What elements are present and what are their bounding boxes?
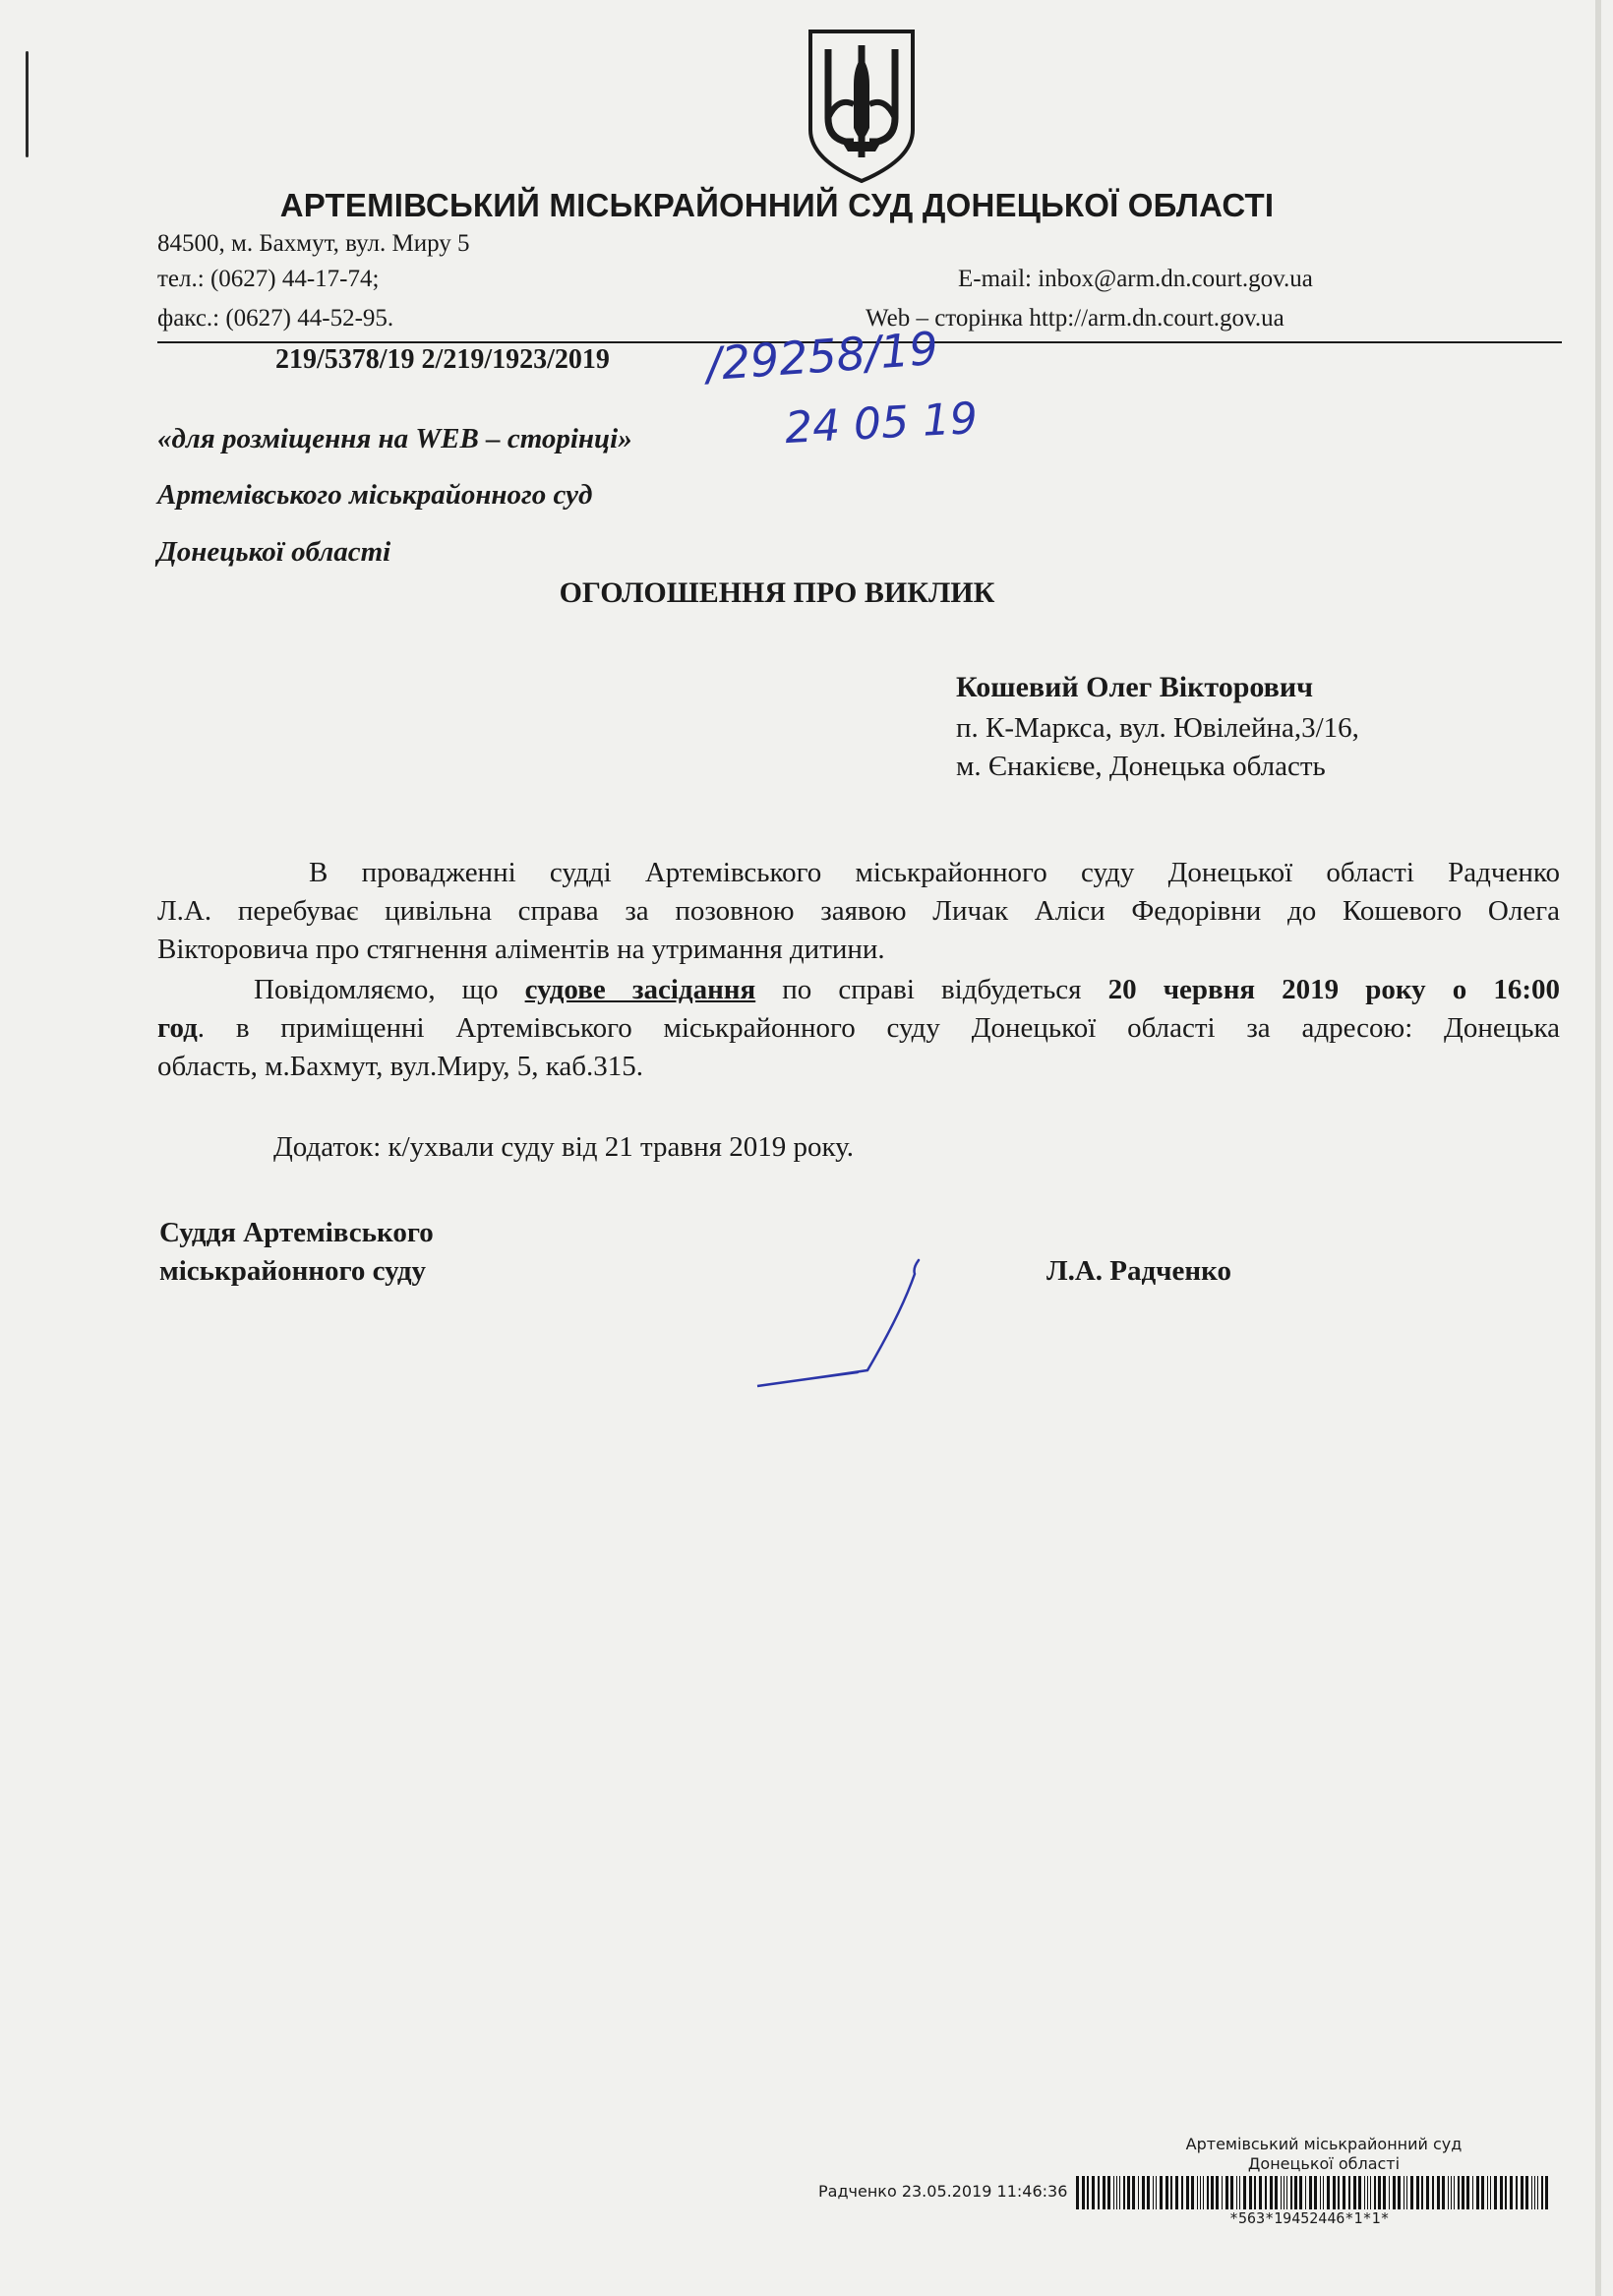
handwritten-registration-date: 24 05 19 — [783, 393, 980, 454]
barcode-bar — [1454, 2176, 1455, 2209]
paragraph-line: область, м.Бахмут, вул.Миру, 5, каб.315. — [157, 1051, 644, 1082]
judge-name: Л.А. Радченко — [1046, 1255, 1231, 1287]
barcode-bar — [1323, 2176, 1324, 2209]
barcode-bar — [1510, 2176, 1513, 2209]
stamp-registered-by: Радченко 23.05.2019 11:46:36 — [818, 2182, 1068, 2201]
barcode-bar — [1398, 2176, 1401, 2209]
barcode-bar — [1107, 2176, 1110, 2209]
barcode-bar — [1222, 2176, 1223, 2209]
barcode-bar — [1281, 2176, 1282, 2209]
barcode-bar — [1203, 2176, 1204, 2209]
barcode-bar — [1309, 2176, 1312, 2209]
barcode-bar — [1275, 2176, 1278, 2209]
barcode-bar — [1416, 2176, 1419, 2209]
barcode-bar — [1541, 2176, 1543, 2209]
barcode-bar — [1138, 2176, 1139, 2209]
paragraph-line — [157, 1009, 1560, 1048]
barcode-bar — [1132, 2176, 1135, 2209]
addressee-line-1: «для розміщення на WEB – сторінці» — [157, 423, 632, 454]
stamp-region: Донецької області — [1247, 2154, 1401, 2173]
barcode-bar — [1472, 2176, 1473, 2209]
barcode-bar — [1254, 2176, 1256, 2209]
barcode-bar — [1119, 2176, 1120, 2209]
paragraph-line — [157, 971, 1560, 1009]
barcode-icon — [1076, 2176, 1552, 2209]
barcode-bar — [1147, 2176, 1150, 2209]
barcode-bar — [1181, 2176, 1183, 2209]
barcode-bar — [1087, 2176, 1089, 2209]
hearing-label: судове засідання — [524, 974, 756, 1005]
court-fax: факс.: (0627) 44-52-95. — [157, 305, 394, 332]
barcode-bar — [1076, 2176, 1079, 2209]
barcode-bar — [1294, 2176, 1297, 2209]
barcode-bar — [1243, 2176, 1246, 2209]
barcode-bar — [1082, 2176, 1085, 2209]
barcode-bar — [1448, 2176, 1449, 2209]
barcode-bar — [1225, 2176, 1228, 2209]
barcode-bar — [1216, 2176, 1219, 2209]
barcode-bar — [1207, 2176, 1209, 2209]
barcode-bar — [1286, 2176, 1287, 2209]
barcode-bar — [1236, 2176, 1237, 2209]
barcode-bar — [1476, 2176, 1479, 2209]
barcode-bar — [1103, 2176, 1105, 2209]
barcode-bar — [1270, 2176, 1273, 2209]
barcode-bar — [1432, 2176, 1434, 2209]
barcode-bar — [1211, 2176, 1214, 2209]
judge-signature-icon — [740, 1254, 936, 1402]
barcode-bar — [1320, 2176, 1321, 2209]
coat-of-arms-icon — [805, 28, 919, 185]
barcode-bar — [1545, 2176, 1548, 2209]
addressee-line-3: Донецької області — [157, 536, 391, 568]
barcode-bar — [1259, 2176, 1262, 2209]
barcode-bar — [1123, 2176, 1125, 2209]
hearing-datetime: 20 червня 2019 року о 16:00 — [1107, 974, 1560, 1005]
barcode-bar — [1458, 2176, 1460, 2209]
court-website: Web – сторінка http://arm.dn.court.gov.ua — [866, 305, 1284, 332]
case-numbers: 219/5378/19 2/219/1923/2019 — [275, 344, 610, 375]
barcode-bar — [1160, 2176, 1163, 2209]
barcode-bar — [1249, 2176, 1252, 2209]
barcode-bar — [1500, 2176, 1503, 2209]
judge-title-line-2: міськрайонного суду — [159, 1255, 427, 1287]
barcode-bar — [1426, 2176, 1429, 2209]
court-address: 84500, м. Бахмут, вул. Миру 5 — [157, 230, 470, 257]
text-fragment: год — [157, 1012, 198, 1044]
barcode-bar — [1343, 2176, 1345, 2209]
barcode-bar — [1534, 2176, 1535, 2209]
barcode-bar — [1462, 2176, 1464, 2209]
paragraph-line: Л.А. перебуває цивільна справа за позовною заявою Личак Аліси Федорівни до Кошевого Олега — [157, 895, 1560, 927]
text-fragment: Повідомляємо, що — [254, 974, 525, 1005]
barcode-number: *563*19452446*1*1* — [1229, 2209, 1390, 2227]
barcode-bar — [1505, 2176, 1507, 2209]
barcode-bar — [1451, 2176, 1452, 2209]
barcode-bar — [1494, 2176, 1497, 2209]
barcode-bar — [1389, 2176, 1390, 2209]
paragraph-hearing-notice — [157, 971, 1560, 1086]
barcode-bar — [1200, 2176, 1201, 2209]
barcode-bar — [1410, 2176, 1413, 2209]
barcode-bar — [1338, 2176, 1340, 2209]
paragraph-line: Вікторовича про стягнення аліментів на утримання дитини. — [157, 934, 885, 965]
barcode-bar — [1165, 2176, 1168, 2209]
barcode-bar — [1314, 2176, 1317, 2209]
barcode-bar — [1481, 2176, 1484, 2209]
barcode-bar — [1521, 2176, 1523, 2209]
barcode-bar — [1127, 2176, 1130, 2209]
barcode-bar — [1406, 2176, 1407, 2209]
barcode-bar — [1299, 2176, 1302, 2209]
barcode-bar — [1353, 2176, 1356, 2209]
barcode-bar — [1186, 2176, 1189, 2209]
barcode-bar — [1175, 2176, 1178, 2209]
barcode-bar — [1170, 2176, 1172, 2209]
barcode-bar — [1142, 2176, 1145, 2209]
barcode-bar — [1327, 2176, 1330, 2209]
court-name: АРТЕМІВСЬКИЙ МІСЬКРАЙОННИЙ СУД ДОНЕЦЬКОЇ ОБЛАСТІ — [279, 187, 1275, 223]
barcode-bar — [1525, 2176, 1528, 2209]
barcode-bar — [1490, 2176, 1491, 2209]
attachment-note: Додаток: к/ухвали суду від 21 травня 2019 року. — [273, 1131, 854, 1163]
recipient-name: Кошевий Олег Вікторович — [956, 671, 1314, 703]
recipient-address-1: п. К-Маркса, вул. Ювілейна,3/16, — [956, 712, 1359, 744]
barcode-bar — [1265, 2176, 1267, 2209]
judge-title-line-1: Суддя Артемівського — [159, 1217, 434, 1248]
text-fragment: по справі відбудеться — [755, 974, 1108, 1005]
barcode-bar — [1191, 2176, 1194, 2209]
barcode-bar — [1239, 2176, 1240, 2209]
barcode-bar — [1378, 2176, 1381, 2209]
barcode-bar — [1466, 2176, 1469, 2209]
barcode-bar — [1305, 2176, 1306, 2209]
barcode-bar — [1348, 2176, 1350, 2209]
barcode-bar — [1383, 2176, 1386, 2209]
barcode-bar — [1537, 2176, 1538, 2209]
paragraph-line: В провадженні судді Артемівського міськрайонного суду Донецької області Радченко — [309, 857, 1560, 888]
barcode-bar — [1197, 2176, 1198, 2209]
paragraph-case-info — [157, 854, 1560, 969]
barcode-bar — [1370, 2176, 1371, 2209]
barcode-bar — [1531, 2176, 1532, 2209]
court-email: E-mail: inbox@arm.dn.court.gov.ua — [958, 266, 1313, 292]
barcode-bar — [1156, 2176, 1157, 2209]
barcode-bar — [1092, 2176, 1095, 2209]
recipient-address-2: м. Єнакієве, Донецька область — [956, 751, 1326, 782]
barcode-bar — [1290, 2176, 1292, 2209]
barcode-bar — [1393, 2176, 1396, 2209]
barcode-bar — [1442, 2176, 1445, 2209]
barcode-bar — [1333, 2176, 1336, 2209]
stamp-court-name: Артемівський міськрайонний суд — [1185, 2135, 1463, 2153]
barcode-bar — [1367, 2176, 1368, 2209]
addressee-line-2: Артемівського міськрайонного суд — [157, 479, 593, 511]
barcode-bar — [1374, 2176, 1376, 2209]
handwritten-registration-number: /29258/19 — [704, 321, 940, 392]
document-title: ОГОЛОШЕННЯ ПРО ВИКЛИК — [559, 576, 995, 609]
barcode-bar — [1113, 2176, 1114, 2209]
scan-edge-shadow — [1595, 0, 1601, 2296]
barcode-bar — [1364, 2176, 1365, 2209]
barcode-bar — [1116, 2176, 1117, 2209]
barcode-bar — [1358, 2176, 1361, 2209]
scan-edge-mark — [26, 51, 29, 157]
text-fragment: . в приміщенні Артемівського міськрайонного суду Донецької області за адресою: Донецька — [197, 1012, 1560, 1044]
court-phone: тел.: (0627) 44-17-74; — [157, 266, 380, 292]
barcode-bar — [1487, 2176, 1488, 2209]
barcode-bar — [1516, 2176, 1518, 2209]
barcode-bar — [1098, 2176, 1100, 2209]
barcode-bar — [1230, 2176, 1233, 2209]
barcode-bar — [1437, 2176, 1440, 2209]
barcode-bar — [1421, 2176, 1423, 2209]
barcode-bar — [1153, 2176, 1154, 2209]
